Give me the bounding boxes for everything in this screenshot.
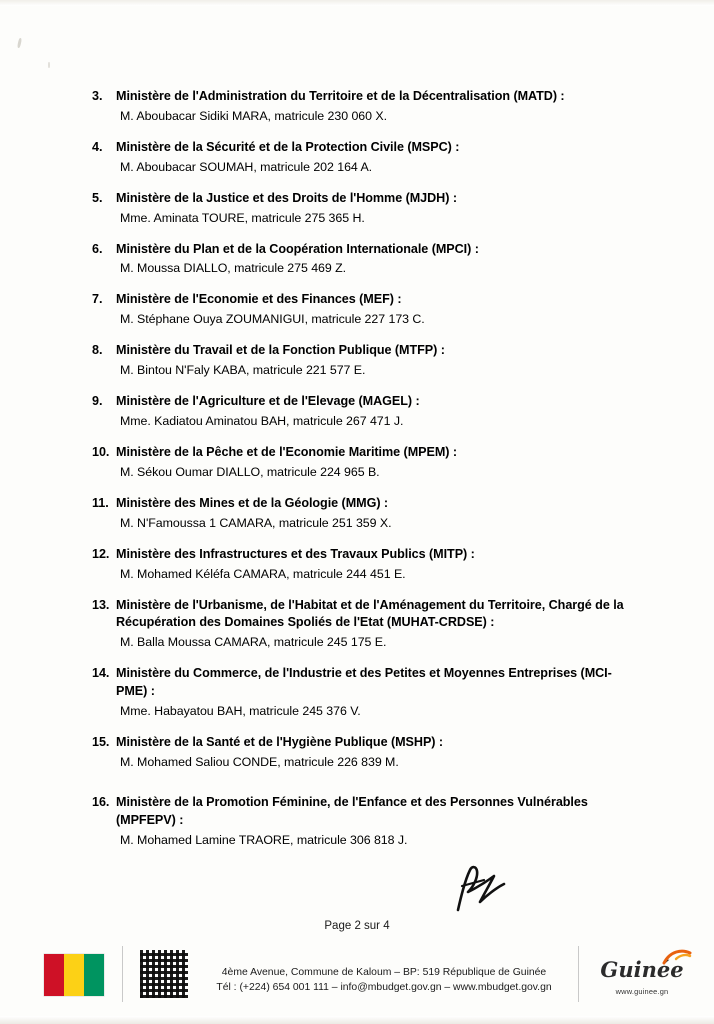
entry-title: Ministère du Commerce, de l'Industrie et des Petites et Moyennes Entreprises (MCI-PME) : xyxy=(116,666,612,699)
entry-official: M. Bintou N'Faly KABA, matricule 221 577 E. xyxy=(120,363,366,378)
ministry-list xyxy=(92,88,640,863)
list-item xyxy=(92,734,640,772)
list-item xyxy=(92,88,640,126)
entry-official: M. Mohamed Kéléfa CAMARA, matricule 244 451 E. xyxy=(120,566,406,581)
entry-number: 13. xyxy=(92,597,110,612)
entry-official: M. Stéphane Ouya ZOUMANIGUI, matricule 227 173 C. xyxy=(120,312,425,327)
entry-heading xyxy=(92,88,640,106)
list-item xyxy=(92,794,640,850)
entry-official: M. Balla Moussa CAMARA, matricule 245 175 E. xyxy=(120,635,387,650)
page-footer xyxy=(0,914,714,1024)
entry-number: 14. xyxy=(92,666,110,681)
guinea-flag-icon xyxy=(44,954,104,996)
entry-official: Mme. Habayatou BAH, matricule 245 376 V. xyxy=(120,704,361,719)
footer-address xyxy=(196,965,572,996)
footer-address-line-1: 4ème Avenue, Commune de Kaloum – BP: 519 République de Guinée xyxy=(221,966,547,978)
scan-speckle xyxy=(17,38,22,48)
entry-heading xyxy=(92,597,640,633)
list-item xyxy=(92,665,640,721)
entry-title: Ministère de la Promotion Féminine, de l'Enfance et des Personnes Vulnérables (MPFEPV) : xyxy=(116,794,588,827)
entry-number: 4. xyxy=(92,139,103,154)
list-item xyxy=(92,139,640,177)
entry-official: Mme. Aminata TOURE, matricule 275 365 H. xyxy=(120,210,365,225)
entry-official: M. Mohamed Saliou CONDE, matricule 226 839 M. xyxy=(120,754,399,769)
entry-official: M. Moussa DIALLO, matricule 275 469 Z. xyxy=(120,261,347,276)
entry-number: 15. xyxy=(92,735,110,750)
entry-heading xyxy=(92,190,640,208)
entry-number: 6. xyxy=(92,241,103,256)
page-bottom-edge-shading xyxy=(0,1016,714,1024)
list-item xyxy=(92,342,640,380)
entry-heading xyxy=(92,794,640,830)
entry-official: M. Mohamed Lamine TRAORE, matricule 306 818 J. xyxy=(120,832,408,847)
brand-url: www.guinee.gn xyxy=(615,987,669,996)
entry-title: Ministère de la Pêche et de l'Economie Maritime (MPEM) : xyxy=(116,445,458,460)
entry-title: Ministère de la Sécurité et de la Protection Civile (MSPC) : xyxy=(116,139,460,154)
entry-number: 10. xyxy=(92,445,110,460)
footer-divider-left xyxy=(122,946,123,1002)
entry-number: 8. xyxy=(92,343,103,358)
entry-heading xyxy=(92,139,640,157)
list-item xyxy=(92,546,640,584)
list-item xyxy=(92,190,640,228)
brand-name: Guinée xyxy=(600,957,684,982)
list-item xyxy=(92,597,640,653)
entry-number: 9. xyxy=(92,394,103,409)
entry-heading xyxy=(92,291,640,309)
entry-official: M. Aboubacar Sidiki MARA, matricule 230 060 X. xyxy=(120,108,387,123)
guinea-brand-logo xyxy=(596,959,688,996)
entry-official: M. Sékou Oumar DIALLO, matricule 224 965 B. xyxy=(120,464,380,479)
entry-title: Ministère de l'Urbanisme, de l'Habitat et de l'Aménagement du Territoire, Chargé de la Récupération des Domaines Spoliés de l'Etat (MUHAT-CRDSE) : xyxy=(116,597,624,630)
entry-title: Ministère des Mines et de la Géologie (MMG) : xyxy=(116,495,389,510)
handwritten-signature xyxy=(450,862,520,917)
list-item xyxy=(92,444,640,482)
entry-heading xyxy=(92,665,640,701)
list-item xyxy=(92,241,640,279)
entry-number: 3. xyxy=(92,89,103,103)
list-item xyxy=(92,291,640,329)
entry-official: M. N'Famoussa 1 CAMARA, matricule 251 359 X. xyxy=(120,515,392,530)
entry-heading xyxy=(92,444,640,462)
entry-heading xyxy=(92,546,640,564)
entry-heading xyxy=(92,342,640,360)
qr-code-icon xyxy=(140,950,188,998)
entry-number: 11. xyxy=(92,495,109,510)
entry-heading xyxy=(92,495,640,513)
page-top-edge-shading xyxy=(0,0,714,6)
entry-official: Mme. Kadiatou Aminatou BAH, matricule 267 471 J. xyxy=(120,414,404,429)
footer-address-line-2: Tél : (+224) 654 001 111 – info@mbudget.gov.gn – www.mbudget.gov.gn xyxy=(216,982,552,994)
page-number: Page 2 sur 4 xyxy=(324,920,390,932)
entry-heading xyxy=(92,734,640,752)
entry-title: Ministère de l'Economie et des Finances (MEF) : xyxy=(116,292,402,307)
entry-number: 7. xyxy=(92,292,103,307)
entry-title: Ministère de l'Agriculture et de l'Elevage (MAGEL) : xyxy=(116,394,420,409)
footer-divider-right xyxy=(578,946,579,1002)
entry-title: Ministère des Infrastructures et des Travaux Publics (MITP) : xyxy=(116,546,475,561)
entry-title: Ministère du Travail et de la Fonction Publique (MTFP) : xyxy=(116,343,445,358)
entry-heading xyxy=(92,241,640,259)
list-item xyxy=(92,495,640,533)
entry-title: Ministère du Plan et de la Coopération Internationale (MPCI) : xyxy=(116,241,479,256)
scan-speckle-secondary xyxy=(48,62,50,68)
entry-official: M. Aboubacar SOUMAH, matricule 202 164 A. xyxy=(120,159,373,174)
entry-number: 12. xyxy=(92,546,110,561)
entry-title: Ministère de la Justice et des Droits de l'Homme (MJDH) : xyxy=(116,190,457,205)
entry-title: Ministère de l'Administration du Territoire et de la Décentralisation (MATD) : xyxy=(116,89,565,103)
entry-title: Ministère de la Santé et de l'Hygiène Publique (MSHP) : xyxy=(116,735,444,750)
brand-swoosh-icon xyxy=(662,947,692,967)
list-item xyxy=(92,393,640,431)
entry-heading xyxy=(92,393,640,411)
entry-number: 16. xyxy=(92,794,110,809)
entry-number: 5. xyxy=(92,190,103,205)
